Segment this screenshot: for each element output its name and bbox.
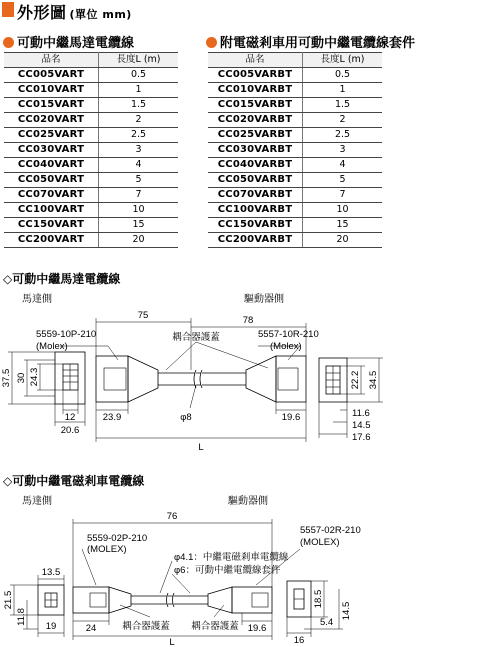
diagram2-title: ◇可動中繼電磁剎車電纜線 bbox=[3, 474, 145, 488]
length-cell: 4 bbox=[303, 158, 383, 173]
model-cell: CC050VARBT bbox=[208, 173, 303, 188]
model-cell: CC040VARBT bbox=[208, 158, 303, 173]
table-row bbox=[208, 83, 382, 98]
model-cell: CC040VART bbox=[4, 158, 99, 173]
table-row bbox=[4, 173, 178, 188]
page-title bbox=[17, 0, 132, 23]
length-cell: 1.5 bbox=[303, 98, 383, 113]
cable-note-2: φ6：可動中繼電纜線套件 bbox=[174, 565, 281, 576]
table-row bbox=[4, 188, 178, 203]
length-cell: 1.5 bbox=[99, 98, 179, 113]
right-connector-body bbox=[276, 356, 306, 402]
dim-76: 76 bbox=[166, 511, 178, 522]
table-row bbox=[208, 113, 382, 128]
dim-37-5: 37.5 bbox=[1, 368, 12, 388]
dim-12: 12 bbox=[64, 412, 76, 423]
model-cell: CC200VARBT bbox=[208, 233, 303, 248]
diagram1-title: ◇可動中繼馬達電纜線 bbox=[3, 272, 121, 286]
model-cell: CC100VART bbox=[4, 203, 99, 218]
right-table-heading bbox=[206, 32, 415, 51]
dim-14-5: 14.5 bbox=[352, 420, 371, 431]
length-cell: 1 bbox=[99, 83, 179, 98]
left-connector-maker: (MOLEX) bbox=[87, 544, 127, 555]
table-row bbox=[4, 203, 178, 218]
model-cell: CC010VARBT bbox=[208, 83, 303, 98]
table-row bbox=[208, 143, 382, 158]
column-header-model: 品名 bbox=[4, 53, 99, 68]
table-row bbox=[4, 113, 178, 128]
table-row bbox=[208, 68, 382, 83]
dim-17-6: 17.6 bbox=[352, 432, 371, 443]
diagram1-motor-side-label: 馬達側 bbox=[22, 294, 52, 305]
dim-19: 19 bbox=[45, 621, 57, 632]
table-row bbox=[208, 98, 382, 113]
dim-5-4: 5.4 bbox=[320, 617, 334, 628]
model-cell: CC020VARBT bbox=[208, 113, 303, 128]
diagram2-motor-side-label: 馬達側 bbox=[22, 496, 52, 507]
model-cell: CC150VARBT bbox=[208, 218, 303, 233]
left-plug-pins bbox=[63, 364, 78, 390]
diagram1-drawing bbox=[0, 300, 496, 452]
left-connector-body bbox=[96, 356, 128, 402]
table-row bbox=[4, 68, 178, 83]
table-row bbox=[208, 173, 382, 188]
dim-19-6: 19.6 bbox=[247, 623, 267, 634]
cable-diameter: φ8 bbox=[180, 412, 192, 423]
page-title-text: 外形圖 bbox=[17, 3, 67, 22]
length-cell: 4 bbox=[99, 158, 179, 173]
length-L: L bbox=[198, 442, 204, 452]
dim-11-8: 11.8 bbox=[16, 608, 27, 626]
table-row bbox=[4, 143, 178, 158]
diagram1-driver-side-label: 驅動器側 bbox=[244, 294, 284, 305]
length-cell: 15 bbox=[99, 218, 179, 233]
table-row bbox=[208, 218, 382, 233]
length-cell: 2.5 bbox=[99, 128, 179, 143]
length-cell: 5 bbox=[99, 173, 179, 188]
length-cell: 0.5 bbox=[99, 68, 179, 83]
dim-11-6: 11.6 bbox=[352, 408, 370, 419]
right-connector-part: 5557-02R-210 bbox=[300, 525, 361, 536]
length-cell: 20 bbox=[303, 233, 383, 248]
model-cell: CC200VART bbox=[4, 233, 99, 248]
dim-24-3: 24.3 bbox=[29, 367, 40, 387]
length-cell: 7 bbox=[99, 188, 179, 203]
left-connector-detail bbox=[104, 368, 126, 390]
model-cell: CC025VART bbox=[4, 128, 99, 143]
column-header-length: 長度L (m) bbox=[99, 53, 179, 68]
left-table-heading-text: 可動中繼馬達電纜線 bbox=[17, 36, 135, 51]
table-row bbox=[4, 98, 178, 113]
table-row bbox=[208, 233, 382, 248]
left-connector-detail bbox=[90, 593, 106, 607]
coupler-label-right: 耦合器護蓋 bbox=[191, 621, 239, 632]
coupler-label-left: 耦合器護蓋 bbox=[122, 621, 170, 632]
model-cell: CC010VART bbox=[4, 83, 99, 98]
table-row bbox=[4, 128, 178, 143]
dim-21-5: 21.5 bbox=[3, 590, 14, 610]
length-cell: 2 bbox=[99, 113, 179, 128]
length-cell: 2.5 bbox=[303, 128, 383, 143]
dim-18-5: 18.5 bbox=[313, 589, 324, 609]
length-cell: 20 bbox=[99, 233, 179, 248]
model-cell: CC015VARBT bbox=[208, 98, 303, 113]
model-cell: CC150VART bbox=[4, 218, 99, 233]
table-row bbox=[208, 158, 382, 173]
table-row bbox=[208, 128, 382, 143]
table-header-row bbox=[208, 53, 382, 68]
coupler-label: 耦合器護蓋 bbox=[172, 332, 220, 343]
right-connector-detail bbox=[252, 593, 268, 607]
length-cell: 5 bbox=[303, 173, 383, 188]
right-table-heading-text: 附電磁剎車用可動中繼電纜線套件 bbox=[220, 36, 416, 51]
left-connector-maker: (Molex) bbox=[36, 341, 68, 352]
model-cell: CC005VART bbox=[4, 68, 99, 83]
model-cell: CC070VART bbox=[4, 188, 99, 203]
table-row bbox=[208, 188, 382, 203]
dim-23-9: 23.9 bbox=[102, 412, 122, 423]
dim-78: 78 bbox=[242, 315, 254, 326]
length-cell: 2 bbox=[303, 113, 383, 128]
left-boot bbox=[128, 356, 158, 402]
cable-break-mark bbox=[167, 593, 175, 607]
length-cell: 15 bbox=[303, 218, 383, 233]
model-cell: CC005VARBT bbox=[208, 68, 303, 83]
length-cell: 10 bbox=[99, 203, 179, 218]
length-cell: 1 bbox=[303, 83, 383, 98]
left-connector-body bbox=[73, 587, 109, 613]
right-boot bbox=[246, 356, 276, 402]
table-row bbox=[4, 218, 178, 233]
right-boot bbox=[208, 587, 232, 613]
left-connector-part: 5559-02P-210 bbox=[87, 533, 148, 544]
model-cell: CC025VARBT bbox=[208, 128, 303, 143]
model-cell: CC015VART bbox=[4, 98, 99, 113]
table-row bbox=[4, 158, 178, 173]
length-cell: 0.5 bbox=[303, 68, 383, 83]
bullet-dot-icon bbox=[3, 37, 14, 48]
dim-19-6: 19.6 bbox=[281, 412, 301, 423]
column-header-length: 長度L (m) bbox=[303, 53, 383, 68]
table-header-row bbox=[4, 53, 178, 68]
dim-20-6: 20.6 bbox=[60, 425, 80, 436]
model-cell: CC030VARBT bbox=[208, 143, 303, 158]
table-row bbox=[4, 83, 178, 98]
model-cell: CC030VART bbox=[4, 143, 99, 158]
length-cell: 7 bbox=[303, 188, 383, 203]
dim-30: 30 bbox=[16, 372, 27, 384]
dim-22-2: 22.2 bbox=[350, 370, 361, 390]
unit-note: (單位 mm) bbox=[69, 8, 132, 21]
dim-75: 75 bbox=[137, 310, 149, 321]
cable-spec-table-right bbox=[208, 52, 382, 248]
model-cell: CC100VARBT bbox=[208, 203, 303, 218]
dim-13-5: 13.5 bbox=[41, 567, 61, 578]
left-table-heading bbox=[3, 32, 134, 51]
header-accent-block bbox=[2, 2, 14, 17]
right-connector-maker: (MOLEX) bbox=[300, 537, 340, 548]
cable-spec-table-left bbox=[4, 52, 178, 248]
diagram2-drawing bbox=[0, 505, 496, 647]
model-cell: CC070VARBT bbox=[208, 188, 303, 203]
left-boot bbox=[109, 587, 131, 613]
cable-note-1: φ4.1：中繼電磁剎車電纜線 bbox=[174, 552, 289, 563]
length-cell: 3 bbox=[99, 143, 179, 158]
right-connector-maker: (Molex) bbox=[270, 341, 302, 352]
diagram2-driver-side-label: 驅動器側 bbox=[228, 496, 268, 507]
length-L: L bbox=[169, 637, 175, 647]
length-cell: 10 bbox=[303, 203, 383, 218]
dim-24: 24 bbox=[85, 623, 97, 634]
table-row bbox=[4, 233, 178, 248]
model-cell: CC020VART bbox=[4, 113, 99, 128]
right-connector-part: 5557-10R-210 bbox=[258, 329, 319, 340]
right-connector-detail bbox=[278, 368, 298, 390]
column-header-model: 品名 bbox=[208, 53, 303, 68]
dim-14-5: 14.5 bbox=[341, 601, 352, 621]
left-connector-part: 5559-10P-210 bbox=[36, 329, 97, 340]
dim-34-5: 34.5 bbox=[368, 370, 379, 390]
length-cell: 3 bbox=[303, 143, 383, 158]
table-row bbox=[208, 203, 382, 218]
model-cell: CC050VART bbox=[4, 173, 99, 188]
bullet-dot-icon bbox=[206, 37, 217, 48]
dim-16: 16 bbox=[293, 635, 305, 646]
